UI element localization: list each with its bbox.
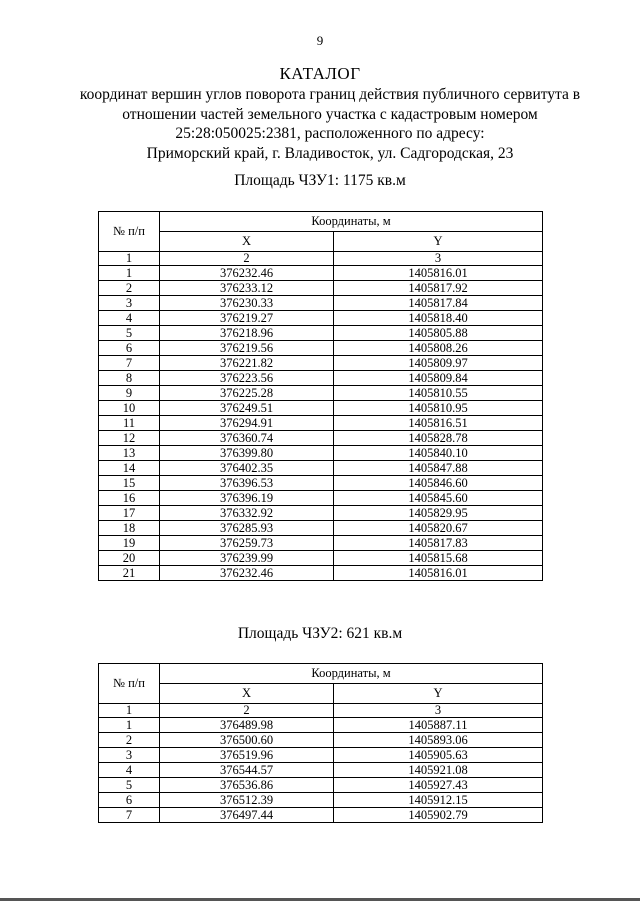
table-row <box>99 763 543 778</box>
y-coordinate-cell: 1405847.88 <box>334 461 543 476</box>
point-number-cell: 4 <box>99 763 160 778</box>
table-row <box>99 371 543 386</box>
x-coordinate-cell: 376230.33 <box>160 296 334 311</box>
point-number-cell: 2 <box>99 733 160 748</box>
y-coordinate-cell: 1405912.15 <box>334 793 543 808</box>
point-number-cell: 5 <box>99 778 160 793</box>
x-coordinate-cell: 376219.56 <box>160 341 334 356</box>
table-row <box>99 311 543 326</box>
x-coordinate-cell: 376218.96 <box>160 326 334 341</box>
x-coordinate-cell: 376544.57 <box>160 763 334 778</box>
table-row <box>99 446 543 461</box>
header-coordinates: Координаты, м <box>160 212 543 232</box>
column-index: 3 <box>334 704 543 718</box>
x-coordinate-cell: 376500.60 <box>160 733 334 748</box>
y-coordinate-cell: 1405809.84 <box>334 371 543 386</box>
table-row <box>99 341 543 356</box>
x-coordinate-cell: 376294.91 <box>160 416 334 431</box>
y-coordinate-cell: 1405893.06 <box>334 733 543 748</box>
point-number-cell: 2 <box>99 281 160 296</box>
table-row <box>99 506 543 521</box>
column-index: 1 <box>99 704 160 718</box>
table-body <box>99 718 543 823</box>
y-coordinate-cell: 1405905.63 <box>334 748 543 763</box>
x-coordinate-cell: 376259.73 <box>160 536 334 551</box>
table-row <box>99 401 543 416</box>
x-coordinate-cell: 376219.27 <box>160 311 334 326</box>
y-coordinate-cell: 1405816.01 <box>334 566 543 581</box>
point-number-cell: 21 <box>99 566 160 581</box>
y-coordinate-cell: 1405828.78 <box>334 431 543 446</box>
y-coordinate-cell: 1405820.67 <box>334 521 543 536</box>
point-number-cell: 5 <box>99 326 160 341</box>
table-row <box>99 476 543 491</box>
table-row <box>99 551 543 566</box>
y-coordinate-cell: 1405887.11 <box>334 718 543 733</box>
y-coordinate-cell: 1405846.60 <box>334 476 543 491</box>
y-coordinate-cell: 1405817.92 <box>334 281 543 296</box>
subtitle-line: 25:28:050025:2381, расположенного по адресу: <box>175 125 485 142</box>
point-number-cell: 6 <box>99 341 160 356</box>
header-y: Y <box>334 232 543 252</box>
area-label-czu2: Площадь ЧЗУ2: 621 кв.м <box>237 625 403 642</box>
y-coordinate-cell: 1405845.60 <box>334 491 543 506</box>
point-number-cell: 7 <box>99 808 160 823</box>
header-y: Y <box>334 684 543 704</box>
table-row <box>99 326 543 341</box>
y-coordinate-cell: 1405816.01 <box>334 266 543 281</box>
x-coordinate-cell: 376232.46 <box>160 566 334 581</box>
point-number-cell: 11 <box>99 416 160 431</box>
y-coordinate-cell: 1405927.43 <box>334 778 543 793</box>
x-coordinate-cell: 376225.28 <box>160 386 334 401</box>
table-body <box>99 266 543 581</box>
table-row <box>99 266 543 281</box>
x-coordinate-cell: 376536.86 <box>160 778 334 793</box>
x-coordinate-cell: 376332.92 <box>160 506 334 521</box>
table-row <box>99 521 543 536</box>
point-number-cell: 8 <box>99 371 160 386</box>
point-number-cell: 10 <box>99 401 160 416</box>
table-row <box>99 808 543 823</box>
table-row <box>99 536 543 551</box>
point-number-cell: 3 <box>99 296 160 311</box>
x-coordinate-cell: 376360.74 <box>160 431 334 446</box>
header-x: X <box>160 232 334 252</box>
table-row <box>99 733 543 748</box>
table-row <box>99 748 543 763</box>
table-row <box>99 356 543 371</box>
point-number-cell: 16 <box>99 491 160 506</box>
document-title: КАТАЛОГ <box>279 64 361 83</box>
point-number-cell: 4 <box>99 311 160 326</box>
table-row <box>99 386 543 401</box>
y-coordinate-cell: 1405809.97 <box>334 356 543 371</box>
coordinates-table-czu2 <box>98 663 543 823</box>
x-coordinate-cell: 376221.82 <box>160 356 334 371</box>
table-row <box>99 416 543 431</box>
table-row <box>99 431 543 446</box>
table-row <box>99 296 543 311</box>
y-coordinate-cell: 1405805.88 <box>334 326 543 341</box>
document-subtitle <box>60 85 600 163</box>
point-number-cell: 7 <box>99 356 160 371</box>
y-coordinate-cell: 1405816.51 <box>334 416 543 431</box>
subtitle-line: отношении частей земельного участка с кадастровым номером <box>122 105 538 123</box>
table-row <box>99 793 543 808</box>
table-row <box>99 778 543 793</box>
x-coordinate-cell: 376232.46 <box>160 266 334 281</box>
x-coordinate-cell: 376519.96 <box>160 748 334 763</box>
x-coordinate-cell: 376489.98 <box>160 718 334 733</box>
coordinates-table-czu1 <box>98 211 543 581</box>
subtitle-line: Приморский край, г. Владивосток, ул. Садгородская, 23 <box>146 144 514 162</box>
y-coordinate-cell: 1405817.83 <box>334 536 543 551</box>
x-coordinate-cell: 376512.39 <box>160 793 334 808</box>
y-coordinate-cell: 1405817.84 <box>334 296 543 311</box>
point-number-cell: 14 <box>99 461 160 476</box>
point-number-cell: 3 <box>99 748 160 763</box>
x-coordinate-cell: 376249.51 <box>160 401 334 416</box>
point-number-cell: 18 <box>99 521 160 536</box>
y-coordinate-cell: 1405840.10 <box>334 446 543 461</box>
x-coordinate-cell: 376285.93 <box>160 521 334 536</box>
point-number-cell: 6 <box>99 793 160 808</box>
x-coordinate-cell: 376396.19 <box>160 491 334 506</box>
table-row <box>99 461 543 476</box>
x-coordinate-cell: 376233.12 <box>160 281 334 296</box>
point-number-cell: 19 <box>99 536 160 551</box>
column-index: 2 <box>160 252 334 266</box>
y-coordinate-cell: 1405829.95 <box>334 506 543 521</box>
y-coordinate-cell: 1405921.08 <box>334 763 543 778</box>
y-coordinate-cell: 1405815.68 <box>334 551 543 566</box>
scan-edge-divider <box>0 898 640 901</box>
y-coordinate-cell: 1405810.55 <box>334 386 543 401</box>
point-number-cell: 12 <box>99 431 160 446</box>
header-x: X <box>160 684 334 704</box>
table-row <box>99 566 543 581</box>
point-number-cell: 15 <box>99 476 160 491</box>
x-coordinate-cell: 376399.80 <box>160 446 334 461</box>
y-coordinate-cell: 1405902.79 <box>334 808 543 823</box>
x-coordinate-cell: 376396.53 <box>160 476 334 491</box>
table-row <box>99 491 543 506</box>
x-coordinate-cell: 376239.99 <box>160 551 334 566</box>
column-index: 3 <box>334 252 543 266</box>
point-number-cell: 9 <box>99 386 160 401</box>
header-number: № п/п <box>99 212 160 252</box>
table-row <box>99 718 543 733</box>
table-row <box>99 281 543 296</box>
x-coordinate-cell: 376497.44 <box>160 808 334 823</box>
point-number-cell: 13 <box>99 446 160 461</box>
y-coordinate-cell: 1405818.40 <box>334 311 543 326</box>
subtitle-line: координат вершин углов поворота границ действия публичного сервитута в <box>79 86 581 103</box>
area-label-czu1: Площадь ЧЗУ1: 1175 кв.м <box>234 172 406 189</box>
point-number-cell: 20 <box>99 551 160 566</box>
point-number-cell: 17 <box>99 506 160 521</box>
x-coordinate-cell: 376223.56 <box>160 371 334 386</box>
y-coordinate-cell: 1405808.26 <box>334 341 543 356</box>
x-coordinate-cell: 376402.35 <box>160 461 334 476</box>
column-index: 2 <box>160 704 334 718</box>
header-number: № п/п <box>99 664 160 704</box>
y-coordinate-cell: 1405810.95 <box>334 401 543 416</box>
header-coordinates: Координаты, м <box>160 664 543 684</box>
page-number: 9 <box>316 33 324 48</box>
point-number-cell: 1 <box>99 266 160 281</box>
point-number-cell: 1 <box>99 718 160 733</box>
column-index: 1 <box>99 252 160 266</box>
